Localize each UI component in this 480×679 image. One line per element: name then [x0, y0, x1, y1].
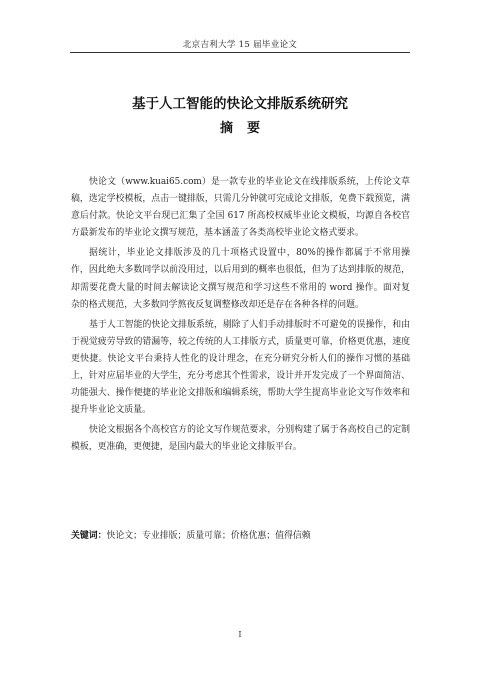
- document-title: 基于人工智能的快论文排版系统研究: [132, 96, 348, 112]
- header-rule: [70, 52, 410, 53]
- keywords-label: 关键词：: [71, 531, 107, 541]
- page-number: I: [238, 630, 242, 639]
- abstract-body: [71, 174, 410, 460]
- abstract-paragraph-4: 快论文根据各个高校官方的论文写作规范要求，分别构建了属于各高校自己的定制模板，更准确，更便捷，是国内最大的毕业论文排版平台。: [71, 425, 410, 453]
- abstract-paragraph-3: 基于人工智能的快论文排版系统，剔除了人们手动排版时不可避免的误操作，和由于视觉疲劳导致的错漏等，较之传统的人工排版方式，质量更可靠，价格更优惠，速度更快捷。快论文平台秉持人性化的设计理念，在充分研究分析人们的操作习惯的基础上，针对应届毕业的大学生，充分考虑其个性需求，设计并开发完成了一个界面简洁、功能强大、操作便捷的毕业论文排版和编辑系统，帮助大学生提高毕业论文写作效率和提升毕业论文质量。: [71, 319, 410, 416]
- running-header: 北京吉利大学 15 届毕业论文: [182, 40, 298, 50]
- abstract-paragraph-2: 据统计，毕业论文排版涉及的几十项格式设置中，80%的操作都属于不常用操作，因此绝大多数同学以前没用过，以后用到的概率也很低，但为了达到排版的规范，却需要花费大量的时间去解读论文撰写规范和学习这些不常用的 word 操作。面对复杂的格式规范，大多数同学熬夜反复调整修改却还是存在各种各样的问题。: [71, 248, 410, 310]
- keywords-line: [71, 528, 410, 541]
- keywords-list: 快论文；专业排版；质量可靠；价格优惠；值得信赖: [106, 531, 311, 541]
- abstract-paragraph-1: 快论文（www.kuai65.com）是一款专业的毕业论文在线排版系统，上传论文草稿，选定学校模板，点击一键排版，只需几分钟就可完成论文排版，免费下载预览，满意后付款。快论文平台现已汇集了全国 617 所高校权威毕业论文模板，均源自各校官方最新发布的毕业论文撰写规范，基本涵盖了各类高校毕业论文格式要求。: [71, 177, 410, 239]
- abstract-heading: 摘要: [219, 121, 274, 136]
